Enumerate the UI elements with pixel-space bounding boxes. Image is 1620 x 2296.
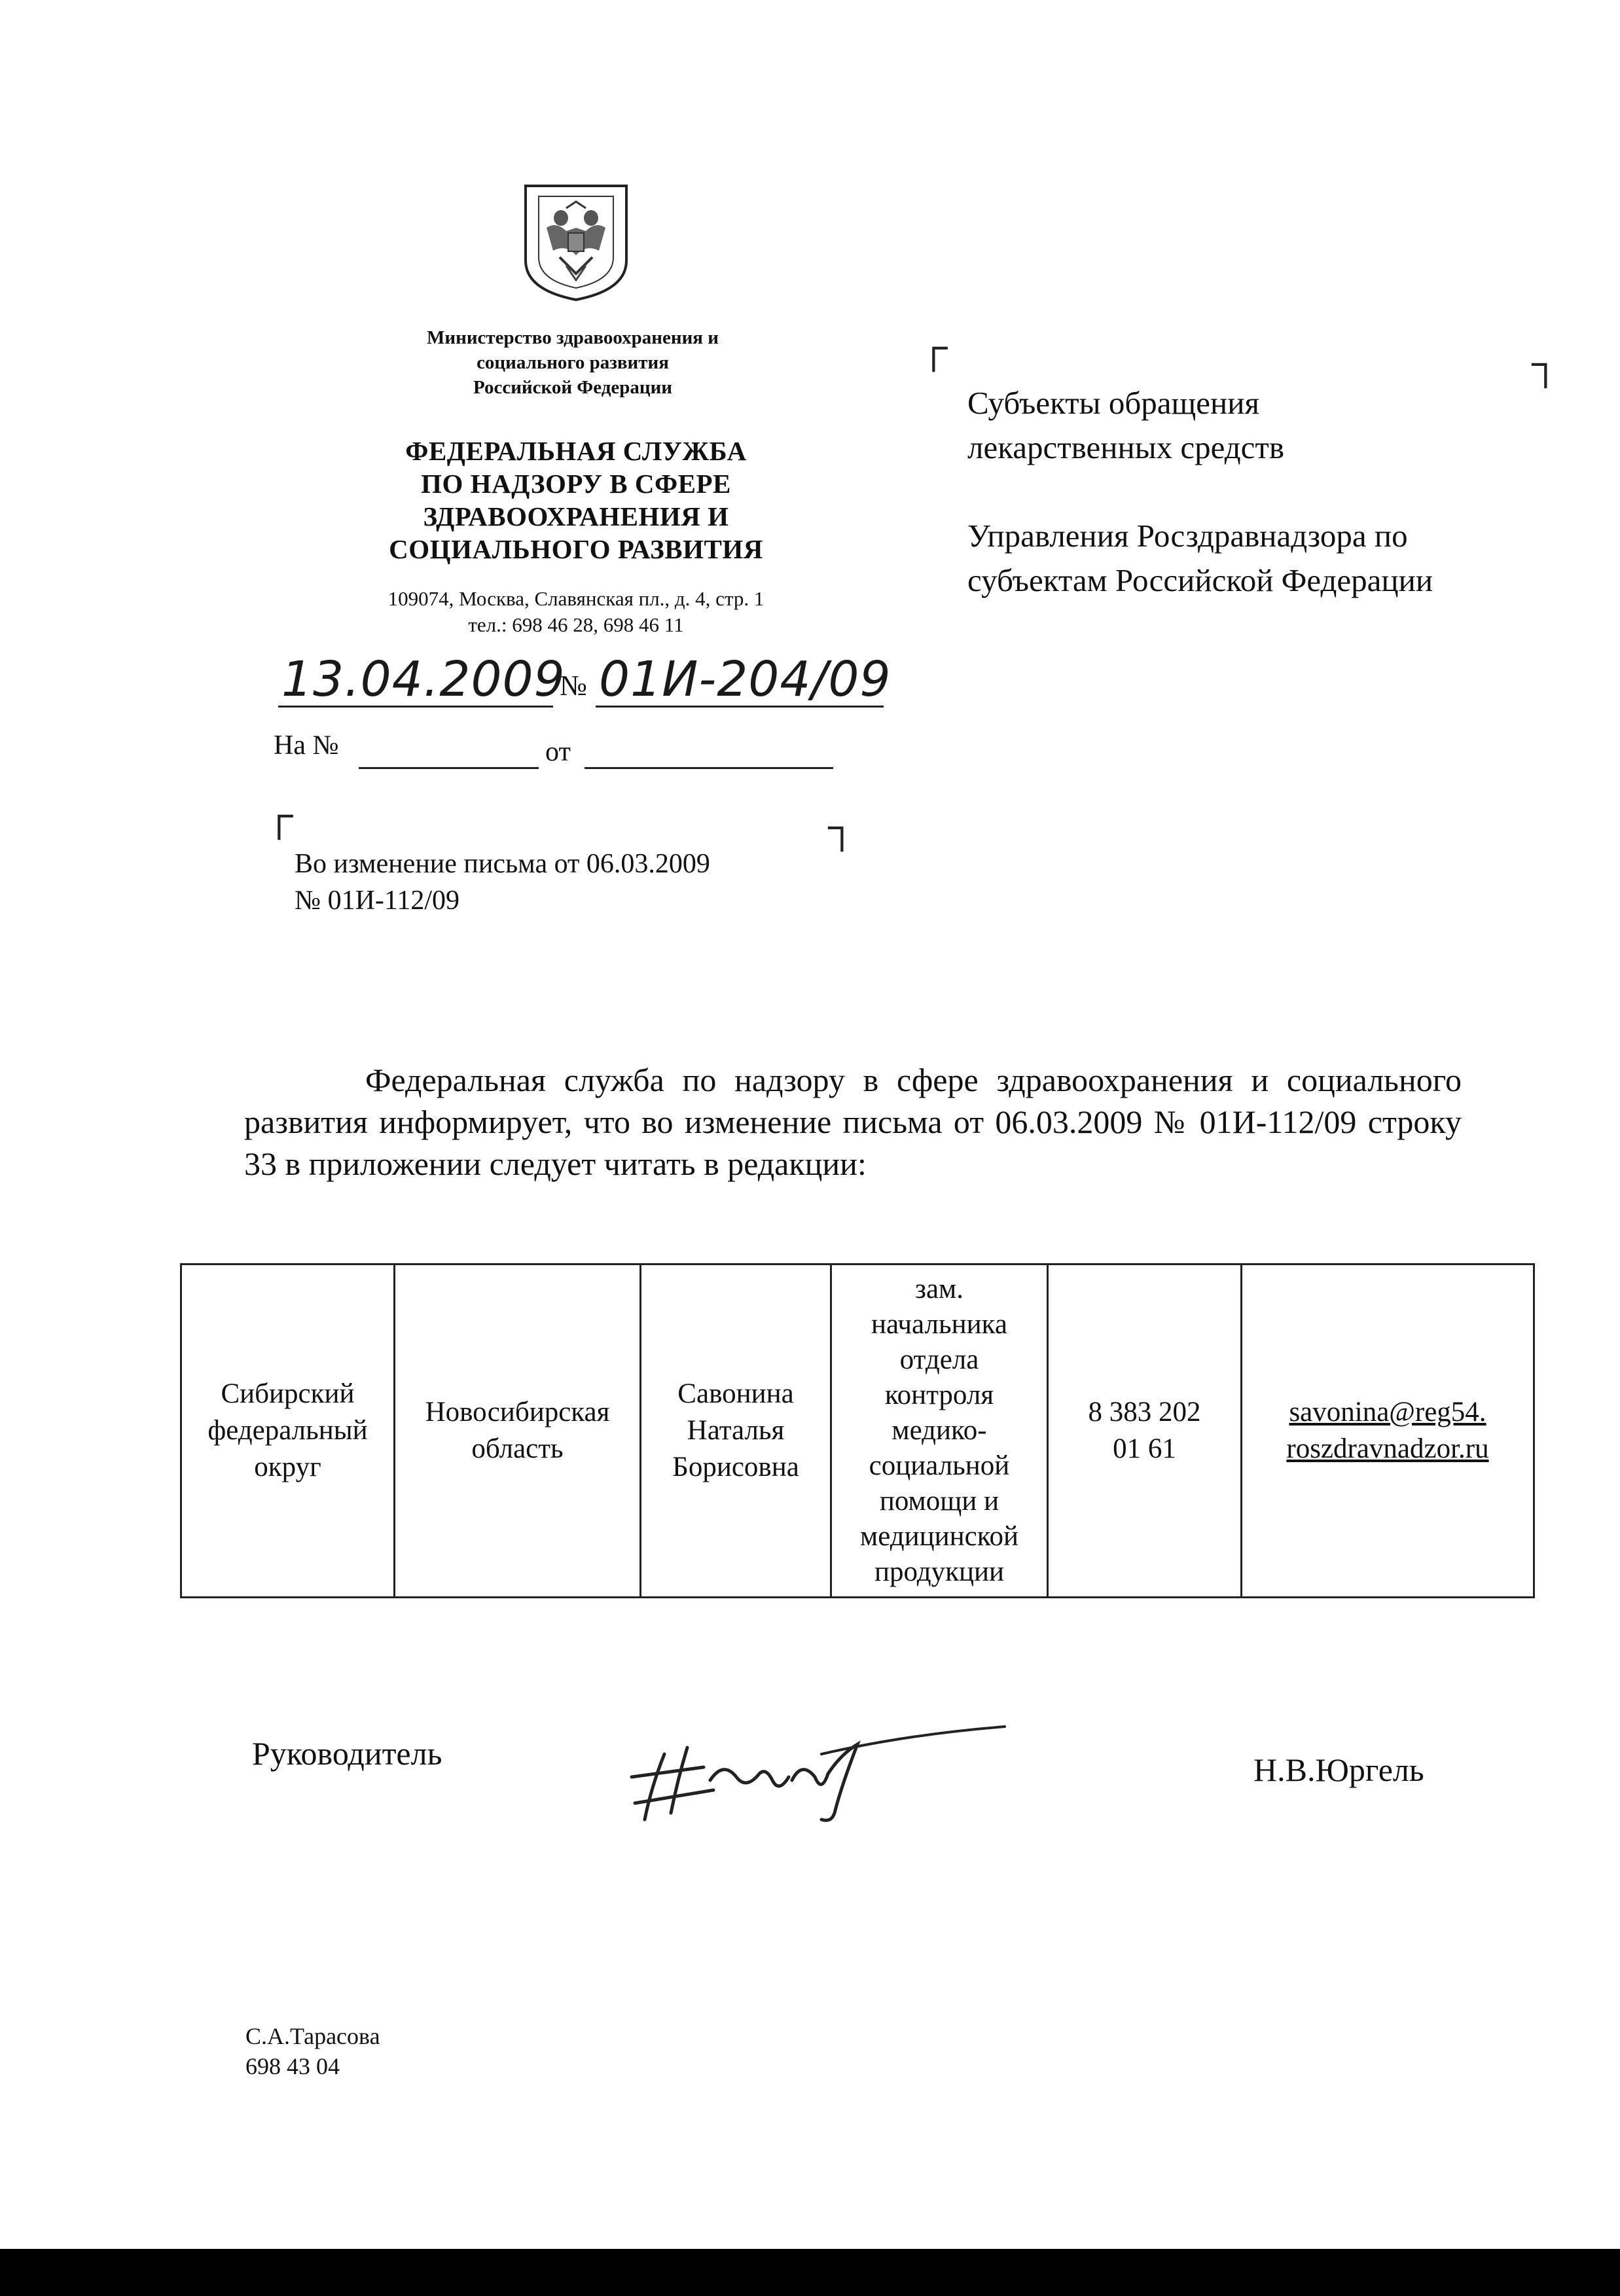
cell-line: федеральный	[207, 1415, 368, 1446]
email-link[interactable]: roszdravnadzor.ru	[1286, 1433, 1489, 1464]
cell-line: Савонина	[677, 1378, 794, 1409]
recipient-line: Субъекты обращения	[967, 385, 1260, 421]
service-line: ФЕДЕРАЛЬНАЯ СЛУЖБА	[405, 436, 747, 466]
handwritten-signature	[625, 1715, 1011, 1826]
ministry-line: Российской Федерации	[473, 377, 672, 398]
subject-corner-left: ┌	[265, 793, 293, 836]
ref-number-blank	[359, 767, 539, 769]
position-cell	[831, 1265, 1048, 1598]
recipient-block-2	[967, 514, 1557, 603]
address-line: 109074, Москва, Славянская пл., д. 4, стр. 1	[387, 587, 765, 610]
person-cell	[641, 1265, 831, 1598]
recipient-block-1	[967, 381, 1557, 470]
cell-line: Наталья	[687, 1415, 785, 1446]
email-link[interactable]: savonina@reg54.	[1289, 1397, 1486, 1427]
service-line: СОЦИАЛЬНОГО РАЗВИТИЯ	[389, 534, 763, 564]
phone-cell	[1048, 1265, 1242, 1598]
contact-table	[180, 1263, 1535, 1598]
ref-number-label: На №	[274, 730, 339, 761]
cell-line: продукции	[874, 1556, 1005, 1587]
cell-line: Новосибирская	[425, 1397, 610, 1427]
region-cell	[395, 1265, 641, 1598]
email-cell[interactable]	[1242, 1265, 1534, 1598]
signer-name: Н.В.Юргель	[1253, 1751, 1424, 1788]
cell-line: медицинской	[860, 1521, 1018, 1552]
cell-line: Борисовна	[672, 1452, 799, 1482]
subject-line: № 01И-112/09	[295, 886, 459, 916]
executor-phone: 698 43 04	[245, 2053, 340, 2079]
number-sign: №	[560, 670, 587, 702]
cell-line: 01 61	[1113, 1433, 1176, 1464]
cell-line: зам.	[914, 1274, 964, 1304]
date-underline	[278, 706, 553, 708]
scan-edge-bar	[0, 2249, 1620, 2296]
address-corner-left: ┌	[920, 325, 948, 368]
letter-body: Федеральная служба по надзору в сфере здравоохранения и социального развития информирует, что во изменение письма от 06.03.2009 № 01И-112/09 строку 33 в приложении следует читать в редакции:	[244, 1062, 1462, 1182]
service-name	[340, 435, 812, 565]
ministry-line: Министерство здравоохранения и	[427, 327, 719, 348]
cell-line: отдела	[899, 1344, 979, 1375]
signer-title: Руководитель	[252, 1735, 442, 1772]
letter-subject	[295, 846, 884, 919]
cell-line: область	[471, 1433, 564, 1464]
ref-from-blank	[585, 767, 833, 769]
ministry-line: социального развития	[477, 352, 669, 373]
cell-line: 8 383 202	[1088, 1397, 1201, 1427]
number-underline	[596, 706, 884, 708]
cell-line: начальника	[871, 1309, 1007, 1340]
cell-line: Сибирский	[221, 1378, 355, 1409]
executor-name: С.А.Тарасова	[245, 2023, 380, 2049]
ref-from-label: от	[545, 737, 571, 767]
cell-line: контроля	[884, 1380, 994, 1410]
service-address	[321, 586, 831, 638]
coat-of-arms-emblem	[520, 182, 632, 303]
address-corner-right: ┐	[1532, 341, 1560, 385]
recipient-line: лекарственных средств	[967, 429, 1284, 465]
district-cell	[181, 1265, 395, 1598]
phone-line: тел.: 698 46 28, 698 46 11	[468, 613, 684, 636]
registration-date: 13.04.2009	[281, 651, 566, 708]
cell-line: социальной	[869, 1450, 1010, 1481]
ministry-name	[367, 325, 779, 400]
subject-corner-right: ┐	[828, 804, 856, 848]
subject-line: Во изменение письма от 06.03.2009	[295, 849, 710, 879]
cell-line: округ	[254, 1452, 321, 1482]
service-line: ЗДРАВООХРАНЕНИЯ И	[423, 501, 729, 531]
registration-number: 01И-204/09	[599, 651, 891, 708]
service-line: ПО НАДЗОРУ В СФЕРЕ	[421, 469, 731, 499]
executor-info	[245, 2021, 380, 2081]
recipient-line: субъектам Российской Федерации	[967, 562, 1433, 598]
table-row	[181, 1265, 1534, 1598]
cell-line: медико-	[891, 1415, 987, 1446]
recipient-line: Управления Росздравнадзора по	[967, 518, 1408, 554]
cell-line: помощи и	[879, 1486, 999, 1516]
